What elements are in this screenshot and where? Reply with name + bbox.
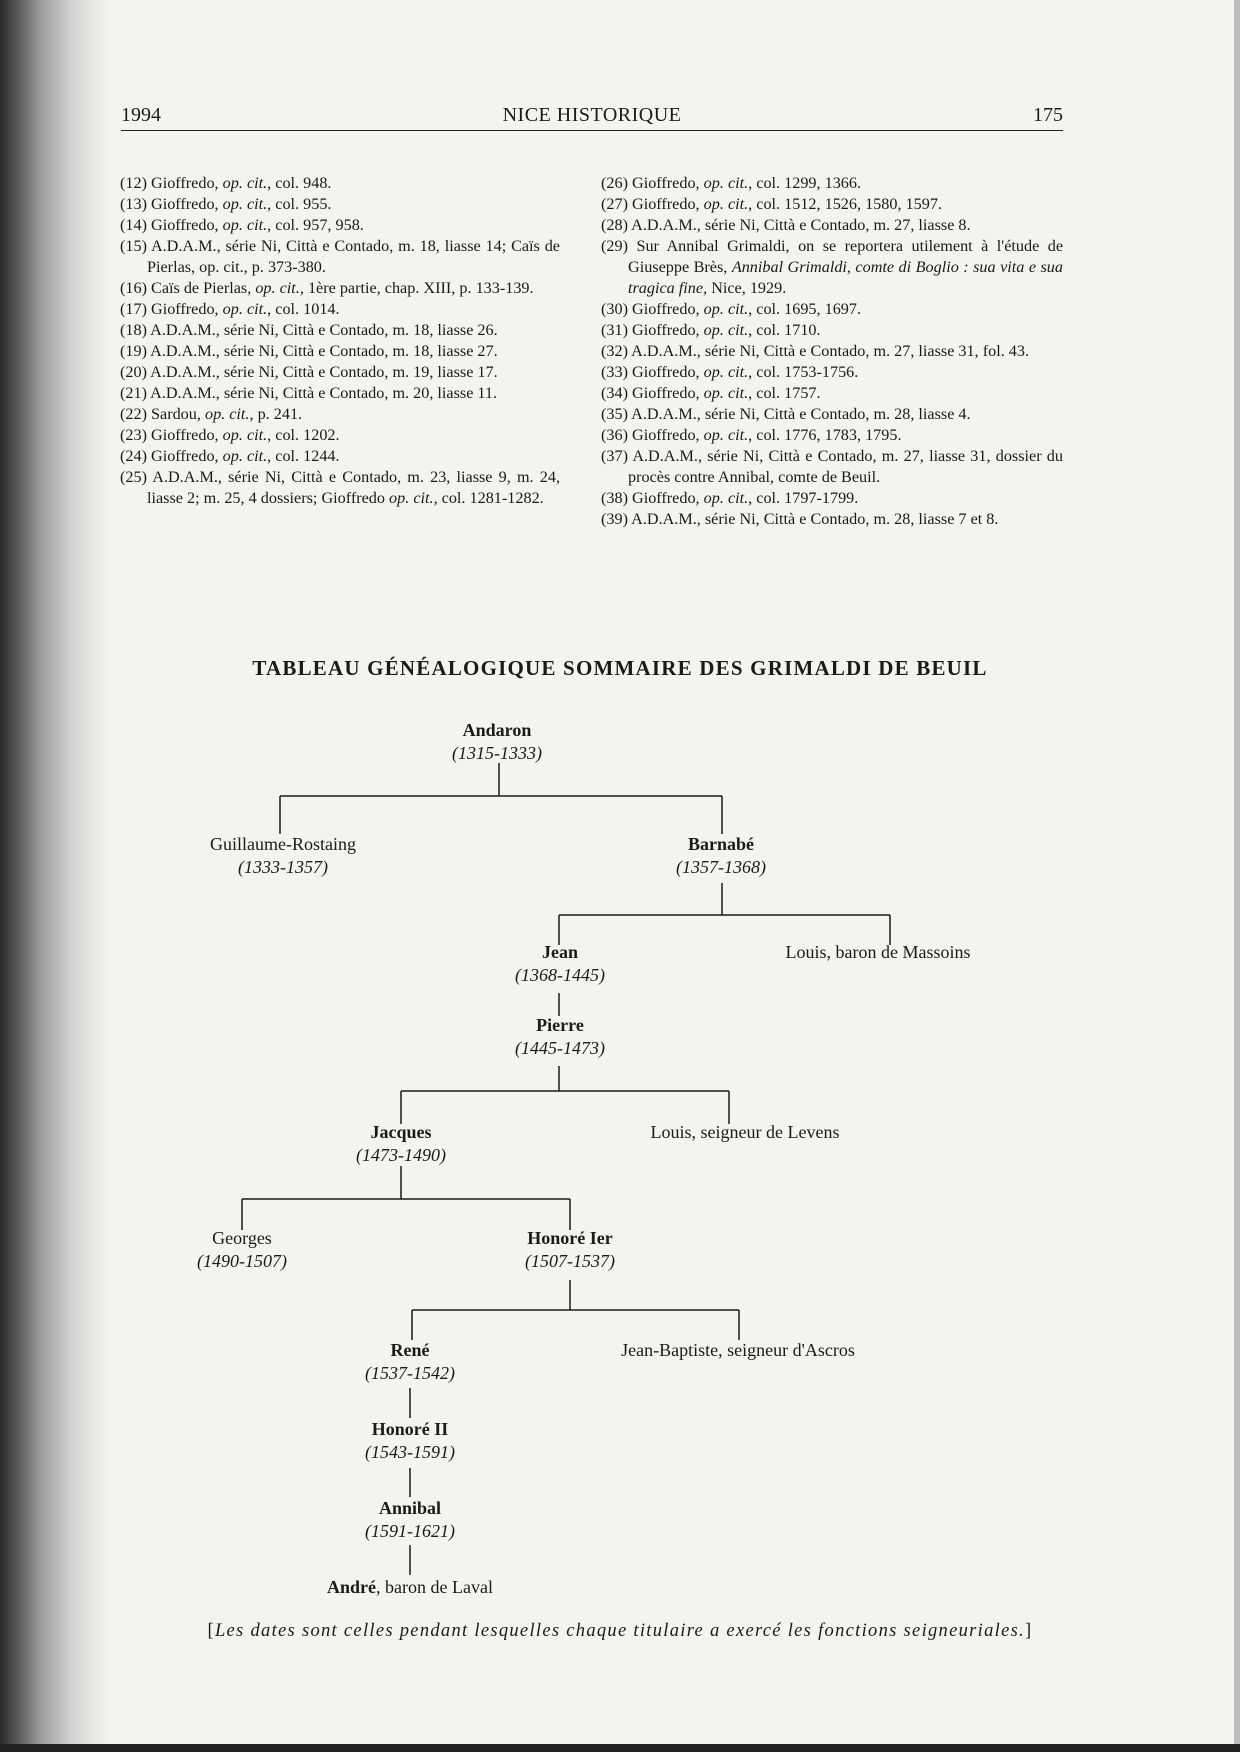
footnote-number: (34) xyxy=(601,384,628,402)
footnote-number: (18) xyxy=(120,321,147,339)
footnote-text: A.D.A.M., série Ni, Città e Contado, m. 27, liasse 31, fol. 43. xyxy=(631,342,1030,360)
node-andre-name: André xyxy=(327,1577,377,1597)
footnote-text: A.D.A.M., série Ni, Città e Contado, m. 28, liasse 4. xyxy=(631,405,971,423)
footnote-text: Gioffredo, xyxy=(632,363,704,381)
genealogy-caption xyxy=(0,1621,1240,1642)
footnote-number: (25) xyxy=(120,468,147,486)
footnote-text: , col. 1797-1799. xyxy=(748,489,859,507)
footnote-text: Gioffredo, xyxy=(632,174,704,192)
node-andaron xyxy=(452,719,542,765)
node-barnabe-name: Barnabé xyxy=(687,834,755,854)
footnote-text: Gioffredo, xyxy=(151,447,223,465)
node-andaron-name: Andaron xyxy=(462,720,532,740)
footnote-number: (32) xyxy=(601,342,628,360)
footnote-number: (13) xyxy=(120,195,147,213)
node-honore1-dates: (1507-1537) xyxy=(525,1251,615,1271)
node-annibal-dates: (1591-1621) xyxy=(365,1521,455,1541)
footnote-italic-text: op. cit. xyxy=(222,195,268,213)
node-georges-dates: (1490-1507) xyxy=(197,1251,287,1271)
footnote-text: A.D.A.M., série Ni, Città e Contado, m. 20, liasse 11. xyxy=(150,384,498,402)
node-rene xyxy=(365,1339,455,1385)
footnote-italic-text: op. cit. xyxy=(255,279,300,297)
footnote-number: (31) xyxy=(601,321,628,339)
node-jacques-dates: (1473-1490) xyxy=(356,1145,446,1165)
node-rene-dates: (1537-1542) xyxy=(365,1363,455,1383)
footnote-italic-text: op. cit. xyxy=(703,489,749,507)
footnote-text: , col. 1757. xyxy=(748,384,821,402)
footnote-text: A.D.A.M., série Ni, Città e Contado, m. 18, liasse 26. xyxy=(150,321,498,339)
footnote-text: , col. 1244. xyxy=(267,447,340,465)
node-jean-dates: (1368-1445) xyxy=(515,965,605,985)
footnote-number: (12) xyxy=(120,174,147,192)
footnote-number: (24) xyxy=(120,447,147,465)
footnote-number: (30) xyxy=(601,300,628,318)
footnote-text: , col. 1710. xyxy=(748,321,821,339)
footnote-number: (16) xyxy=(120,279,147,297)
node-guillaume-rostaing xyxy=(210,833,356,879)
footnote-number: (20) xyxy=(120,363,147,381)
footnote-text: Caïs de Pierlas, xyxy=(151,279,256,297)
footnote-text: A.D.A.M., série Ni, Città e Contado, m. 18, liasse 27. xyxy=(150,342,498,360)
footnote-italic-text: op. cit. xyxy=(222,426,268,444)
footnote-text: , Nice, 1929. xyxy=(703,279,787,297)
footnote-text: Gioffredo, xyxy=(151,426,223,444)
footnote-text: , col. 1776, 1783, 1795. xyxy=(748,426,902,444)
node-pierre-dates: (1445-1473) xyxy=(515,1038,605,1058)
footnote-italic-text: op. cit. xyxy=(389,489,434,507)
footnote-number: (37) xyxy=(601,447,628,465)
footnote-number: (17) xyxy=(120,300,147,318)
node-georges-name: Georges xyxy=(212,1228,272,1248)
footnote-text: Gioffredo, xyxy=(151,216,223,234)
footnote-italic-text: op. cit. xyxy=(703,174,749,192)
node-andaron-dates: (1315-1333) xyxy=(452,743,542,763)
footnote-number: (14) xyxy=(120,216,147,234)
footnote-italic-text: op. cit. xyxy=(703,195,749,213)
node-louis-levens xyxy=(651,1121,840,1144)
node-jean-baptiste xyxy=(621,1339,855,1362)
node-jacques-name: Jacques xyxy=(370,1122,432,1142)
node-honore1-name: Honoré Ier xyxy=(527,1228,613,1248)
node-jean xyxy=(515,941,605,987)
node-barnabe-dates: (1357-1368) xyxy=(676,857,766,877)
node-jean-name: Jean xyxy=(541,942,578,962)
footnote-number: (22) xyxy=(120,405,147,423)
footnote-text: , col. 1281-1282. xyxy=(433,489,544,507)
node-guillaume-dates: (1333-1357) xyxy=(238,857,328,877)
footnote-text: , col. 955. xyxy=(267,195,332,213)
footnote-text: Gioffredo, xyxy=(632,384,704,402)
node-andre-title: , baron de Laval xyxy=(376,1577,493,1597)
footnote-number: (15) xyxy=(120,237,147,255)
footnote-italic-text: op. cit. xyxy=(222,300,268,318)
footnote-number: (35) xyxy=(601,405,628,423)
footnote-text: Gioffredo, xyxy=(151,300,223,318)
footnote-text: , col. 1202. xyxy=(267,426,340,444)
footnote-italic-text: op. cit. xyxy=(204,405,250,423)
footnote-text: , p. 241. xyxy=(249,405,303,423)
footnote-number: (29) xyxy=(601,237,628,255)
footnote-text: , col. 1299, 1366. xyxy=(748,174,862,192)
footnote-text: A.D.A.M., série Ni, Città e Contado, m. 19, liasse 17. xyxy=(150,363,498,381)
footnote-italic-text: op. cit. xyxy=(703,384,749,402)
footnote-text: A.D.A.M., série Ni, Città e Contado, m. 27, liasse 8. xyxy=(631,216,971,234)
footnote-italic-text: op. cit. xyxy=(222,174,268,192)
header-year: 1994 xyxy=(121,104,161,126)
footnote-text: A.D.A.M., série Ni, Città e Contado, m. 18, liasse 14; Caïs de Pierlas, op. cit., p. 373-380. xyxy=(147,237,560,276)
node-rene-name: René xyxy=(390,1340,430,1360)
node-honore2-name: Honoré II xyxy=(371,1419,449,1439)
header-title: NICE HISTORIQUE xyxy=(502,104,682,126)
node-georges xyxy=(197,1227,287,1273)
footnote-text: A.D.A.M., série Ni, Città e Contado, m. 27, liasse 31, dossier du procès contre Annibal, comte de Beuil. xyxy=(628,447,1063,486)
footnote-italic-text: op. cit. xyxy=(703,363,749,381)
footnote-text: A.D.A.M., série Ni, Città e Contado, m. 28, liasse 7 et 8. xyxy=(631,510,999,528)
footnote-number: (23) xyxy=(120,426,147,444)
node-annibal-name: Annibal xyxy=(378,1498,442,1518)
footnote-italic-text: Annibal Grimaldi, comte di Boglio : sua vita e sua tragica fine xyxy=(628,258,1063,297)
footnote-text: Gioffredo, xyxy=(632,426,704,444)
node-andre xyxy=(327,1576,493,1599)
footnote-number: (36) xyxy=(601,426,628,444)
node-pierre-name: Pierre xyxy=(536,1015,584,1035)
node-jacques xyxy=(356,1121,446,1167)
node-annibal xyxy=(365,1497,455,1543)
footnote-italic-text: op. cit. xyxy=(222,447,268,465)
footnote-number: (27) xyxy=(601,195,628,213)
footnote-text: , col. 1512, 1526, 1580, 1597. xyxy=(748,195,942,213)
genealogy-title: TABLEAU GÉNÉALOGIQUE SOMMAIRE DES GRIMALDI DE BEUIL xyxy=(252,656,988,680)
node-pierre xyxy=(515,1014,605,1060)
footnote-number: (21) xyxy=(120,384,147,402)
node-barnabe xyxy=(676,833,766,879)
footnote-number: (19) xyxy=(120,342,147,360)
footnote-text: Gioffredo, xyxy=(632,489,704,507)
caption-text: Les dates sont celles pendant lesquelles chaque titulaire a exercé les fonctions seigneuriales. xyxy=(214,1621,1026,1641)
caption-close-bracket: ] xyxy=(1025,1621,1033,1641)
footnote-number: (39) xyxy=(601,510,628,528)
node-louis-massoins xyxy=(786,941,971,964)
footnote-text: , col. 1014. xyxy=(267,300,340,318)
node-honore-ier xyxy=(525,1227,615,1273)
footnote-text: Gioffredo, xyxy=(632,195,704,213)
footnote-text: , col. 1753-1756. xyxy=(748,363,859,381)
footnote-number: (26) xyxy=(601,174,628,192)
node-louis-levens-name: Louis, seigneur de Levens xyxy=(650,1122,840,1142)
footnote-text: Gioffredo, xyxy=(632,321,704,339)
footnote-text: Sur Annibal Grimaldi, on se reportera utilement à l'étude de Giuseppe Brès, xyxy=(628,237,1064,276)
footnote-number: (38) xyxy=(601,489,628,507)
footnote-number: (28) xyxy=(601,216,628,234)
footnote-text: Gioffredo, xyxy=(151,174,223,192)
node-honore-ii xyxy=(365,1418,455,1464)
footnote-italic-text: op. cit. xyxy=(703,321,749,339)
caption-open-bracket: [ xyxy=(207,1621,215,1641)
footnote-text: , col. 948. xyxy=(267,174,332,192)
node-honore2-dates: (1543-1591) xyxy=(365,1442,455,1462)
footnote-text: , col. 957, 958. xyxy=(267,216,364,234)
footnote-text: Gioffredo, xyxy=(632,300,704,318)
footnote-text: , 1ère partie, chap. XIII, p. 133-139. xyxy=(299,279,534,297)
footnote-text: Gioffredo, xyxy=(151,195,223,213)
node-louis-massoins-name: Louis, baron de Massoins xyxy=(785,942,971,962)
footnote-text: , col. 1695, 1697. xyxy=(748,300,862,318)
footnote-italic-text: op. cit. xyxy=(703,300,749,318)
node-guillaume-name: Guillaume-Rostaing xyxy=(210,834,356,854)
footnote-italic-text: op. cit. xyxy=(222,216,268,234)
footnote-italic-text: op. cit. xyxy=(703,426,749,444)
header-page-number: 175 xyxy=(1033,104,1063,126)
footnote-text: A.D.A.M., série Ni, Città e Contado, m. 23, liasse 9, m. 24, liasse 2; m. 25, 4 dossiers; Gioffredo xyxy=(147,468,560,507)
node-jean-baptiste-name: Jean-Baptiste, seigneur d'Ascros xyxy=(621,1340,855,1360)
footnote-number: (33) xyxy=(601,363,628,381)
footnote-text: Sardou, xyxy=(151,405,205,423)
